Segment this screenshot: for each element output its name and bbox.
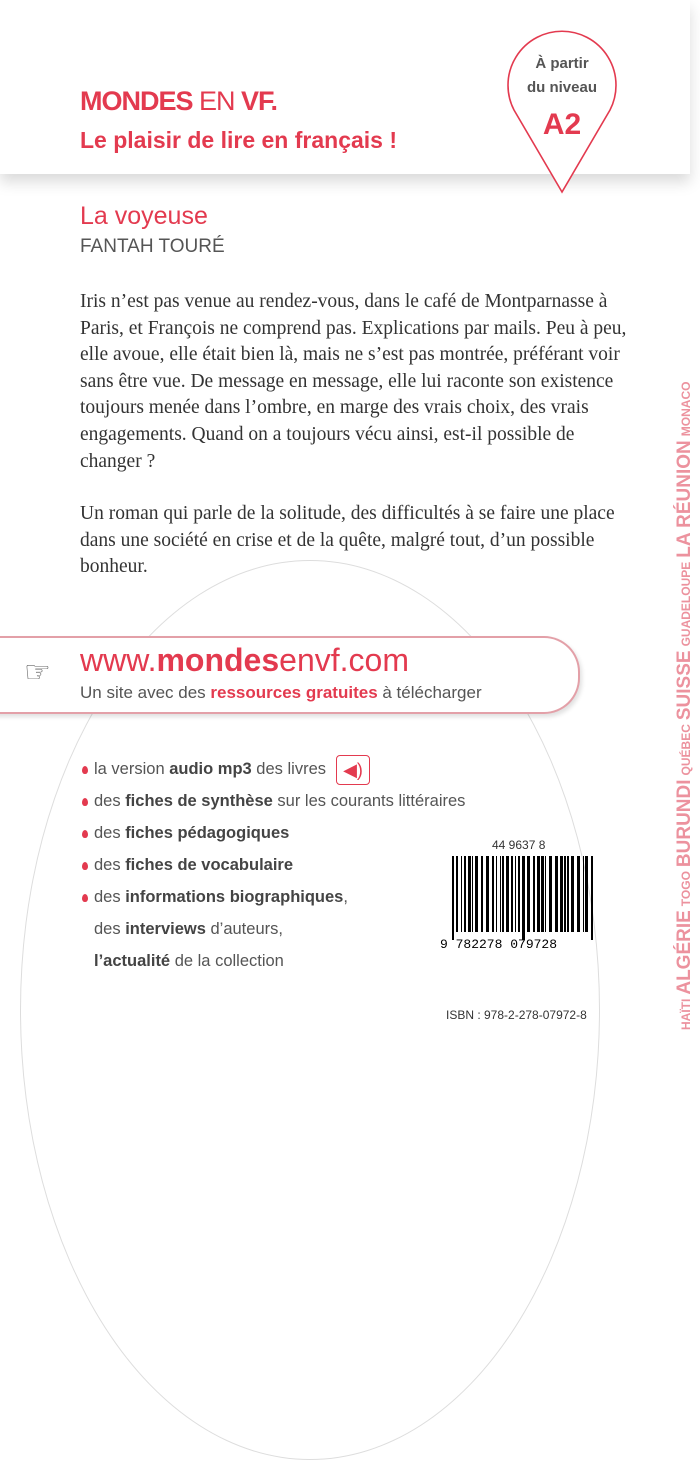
country-word: LA RÉUNION <box>674 440 695 558</box>
resources-list <box>80 753 465 977</box>
barcode-bar <box>560 856 563 932</box>
collection-tagline: Le plaisir de lire en français ! <box>80 127 398 153</box>
country-word: ALGÉRIE <box>674 910 695 995</box>
barcode-bar <box>545 856 546 932</box>
book-author: FANTAH TOURÉ <box>80 236 225 257</box>
collection-logo: MONDES EN VF. <box>80 86 278 116</box>
barcode-bar <box>555 856 558 932</box>
barcode-bar <box>527 856 530 932</box>
pointing-hand-icon: ☞ <box>24 656 51 689</box>
barcode-bar <box>522 856 525 940</box>
internal-code: 44 9637 8 <box>492 838 546 852</box>
barcode-bar <box>481 856 483 932</box>
resource-item: des interviews d’auteurs, <box>94 920 283 938</box>
country-word: TOGO <box>679 871 693 907</box>
bullet-icon <box>82 894 88 902</box>
country-word: QUÉBEC <box>679 724 693 776</box>
barcode-bar <box>585 856 588 932</box>
resource-item: la version audio mp3 des livres ◀) <box>80 753 465 785</box>
barcode-bar <box>533 856 535 932</box>
country-word: SUISSE <box>674 650 695 721</box>
country-word: GUADELOUPE <box>679 561 693 647</box>
barcode-bar <box>468 856 471 932</box>
barcode-bar <box>515 856 516 932</box>
barcode-bar <box>506 856 509 932</box>
barcode-bar <box>518 856 520 932</box>
barcode-bar <box>541 856 544 932</box>
resource-item: l’actualité de la collection <box>94 952 284 970</box>
barcode-bar <box>461 856 462 932</box>
website-subtitle: Un site avec des ressources gratuites à télécharger <box>80 683 482 702</box>
barcode-bar <box>486 856 489 932</box>
barcode-bar <box>475 856 478 932</box>
barcode-bar <box>549 856 552 932</box>
barcode-bar <box>502 856 504 932</box>
country-word: MONACO <box>679 381 693 437</box>
level-badge: A2 <box>542 108 582 141</box>
website-link[interactable]: www.mondesenvf.com <box>80 642 409 678</box>
bullet-icon <box>82 798 88 806</box>
barcode-bar <box>496 856 497 932</box>
book-blurb <box>80 289 640 607</box>
barcode-bar <box>464 856 466 932</box>
book-title: La voyeuse <box>80 202 208 230</box>
speaker-icon[interactable]: ◀) <box>336 755 370 785</box>
barcode-bar <box>472 856 473 932</box>
barcode-bar <box>511 856 513 932</box>
country-word: BURUNDI <box>674 779 695 868</box>
barcode-bar <box>452 856 454 940</box>
resource-item: des fiches pédagogiques <box>80 817 465 849</box>
resource-item: des informations biographiques, <box>80 881 465 913</box>
country-names-decoration <box>672 378 697 1030</box>
barcode-bar <box>571 856 574 932</box>
resource-item: des fiches de vocabulaire <box>80 849 465 881</box>
barcode-bar <box>591 856 593 940</box>
blurb-paragraph: Iris n’est pas venue au rendez-vous, dans le café de Montparnasse à Paris, et François ne comprend pas. Explications par mails. Peu à peu, elle avoue, elle était bien là, mais ne s’est pas montrée, préférant voir sans être vue. De message en message, elle lui raconte son existence toujours menée dans l’ombre, en marge des vrais choix, des vrais engagements. Quand on a toujours vécu ainsi, est-il possible de changer ? <box>80 291 627 472</box>
barcode-bar <box>583 856 584 932</box>
barcode-bar <box>456 856 458 932</box>
barcode-digits: 9 782278 079728 <box>440 937 558 950</box>
bullet-icon <box>82 830 88 838</box>
blurb-paragraph: Un roman qui parle de la solitude, des difficultés à se faire une place dans une société en crise et de la quête, malgré tout, d’un possible bonheur. <box>80 503 615 578</box>
barcode-bar <box>564 856 566 932</box>
level-pin-label: À partir du niveau <box>526 55 597 96</box>
resource-item: des fiches de synthèse sur les courants littéraires <box>80 785 465 817</box>
barcode-bar <box>577 856 580 932</box>
barcode-bar <box>500 856 501 932</box>
isbn: ISBN : 978-2-278-07972-8 <box>446 1008 587 1022</box>
barcode-bar <box>492 856 494 932</box>
bullet-icon <box>82 766 88 774</box>
bullet-icon <box>82 862 88 870</box>
country-word: HAÏTI <box>679 998 693 1030</box>
barcode-bar <box>537 856 540 932</box>
barcode-bar <box>567 856 569 932</box>
barcode <box>440 856 596 950</box>
